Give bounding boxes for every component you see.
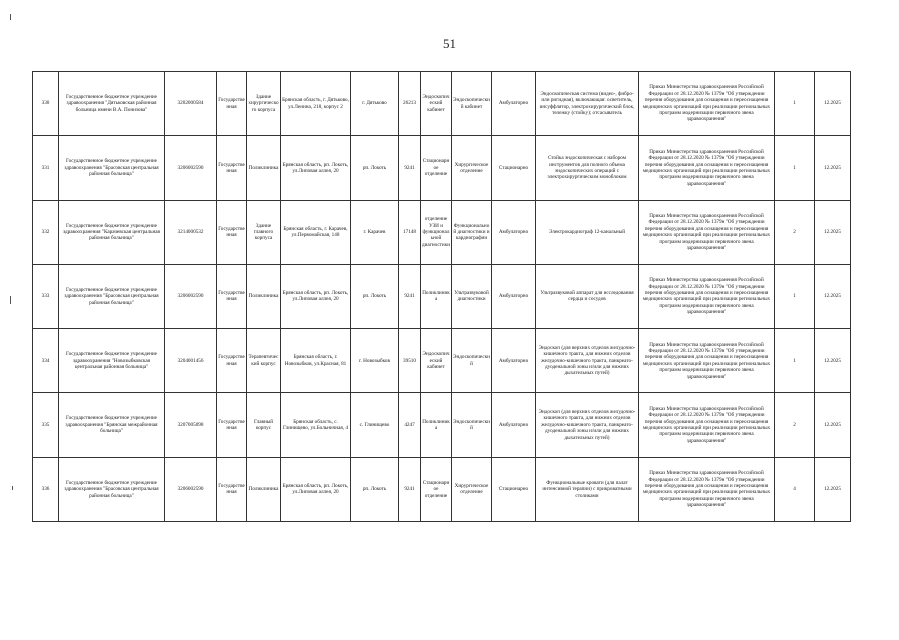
building-cell: Здание хирургического корпуса xyxy=(247,72,281,136)
care-type-cell: Амбулаторно xyxy=(492,329,536,393)
oktmo-cell: 4247 xyxy=(399,393,421,457)
table-row xyxy=(33,72,851,136)
organization-cell: Государственное бюджетное учреждение здравоохранения "Дятьковская районная больница имени В.А. Понизова" xyxy=(59,72,165,136)
due-date-cell: 12.2025 xyxy=(815,457,851,521)
quantity-cell: 1 xyxy=(775,136,815,200)
row-number-cell: 333 xyxy=(33,264,59,328)
locality-cell: г. Дятьково xyxy=(351,72,399,136)
due-date-cell: 12.2025 xyxy=(815,136,851,200)
ownership-cell: Государственная xyxy=(217,264,247,328)
equipment-cell: Функциональные кровати (для палат интенсивной терапии) с прикроватными столиками xyxy=(536,457,639,521)
care-type-cell: Стационарно xyxy=(492,136,536,200)
address-cell: Брянская область, г. Карачев, ул.Первомайская, 148 xyxy=(281,200,351,264)
order-reference-cell: Приказ Министерства здравоохранения Российской Федерации от 28.12.2020 № 1379н "Об утверждении перечня оборудования для оснащения и переоснащения медицинских организаций при реализации региональных программ модернизации первичного звена здравоохранения" xyxy=(639,136,775,200)
scan-mark-top xyxy=(10,14,11,20)
address-cell: Брянская область, рп. Локоть, ул.Липовая аллея, 20 xyxy=(281,457,351,521)
row-number-cell: 331 xyxy=(33,136,59,200)
due-date-cell: 12.2025 xyxy=(815,393,851,457)
ownership-cell: Государственная xyxy=(217,136,247,200)
organization-cell: Государственное бюджетное учреждение здравоохранения "Карачевская центральная районная больница" xyxy=(59,200,165,264)
care-type-cell: Амбулаторно xyxy=(492,264,536,328)
table-row xyxy=(33,200,851,264)
inn-cell: 3207005098 xyxy=(165,393,217,457)
department-cell: Стационарное отделение xyxy=(421,136,452,200)
ownership-cell: Государственная xyxy=(217,393,247,457)
department-cell: Поликлиника xyxy=(421,264,452,328)
ownership-cell: Государственная xyxy=(217,457,247,521)
unit-cell: Хирургическое отделение xyxy=(452,136,492,200)
address-cell: Брянская область, г. Дятьково, ул.Ленина, 218, корпус 2 xyxy=(281,72,351,136)
oktmo-cell: 9241 xyxy=(399,264,421,328)
organization-cell: Государственное бюджетное учреждение здравоохранения "Брасовская центральная районная больница" xyxy=(59,457,165,521)
inn-cell: 3206002590 xyxy=(165,457,217,521)
address-cell: Брянская область, с. Глинищево, ул.Больничная, 4 xyxy=(281,393,351,457)
care-type-cell: Амбулаторно xyxy=(492,393,536,457)
equipment-cell: Эндоскоп (для верхних отделов желудочно-кишечного тракта, для нижних отделов желудочно-кишечного тракта, панкреато-дуоденальной зоны и/или для нижних дыхательных путей) xyxy=(536,329,639,393)
table-row xyxy=(33,457,851,521)
locality-cell: рп. Локоть xyxy=(351,457,399,521)
oktmo-cell: 9241 xyxy=(399,136,421,200)
locality-cell: с. Глинищево xyxy=(351,393,399,457)
inn-cell: 3204001456 xyxy=(165,329,217,393)
quantity-cell: 1 xyxy=(775,264,815,328)
equipment-cell: Эндоскоп (для верхних отделов желудочно-кишечного тракта, для нижних отделов желудочно-кишечного тракта, панкреато-дуоденальной зоны и/или для нижних дыхательных путей) xyxy=(536,393,639,457)
row-number-cell: 336 xyxy=(33,457,59,521)
equipment-registry-table xyxy=(32,71,851,522)
building-cell: Терапевтический корпус xyxy=(247,329,281,393)
building-cell: Поликлиника xyxy=(247,457,281,521)
oktmo-cell: 26213 xyxy=(399,72,421,136)
table-row xyxy=(33,136,851,200)
order-reference-cell: Приказ Министерства здравоохранения Российской Федерации от 28.12.2020 № 1379н "Об утверждении перечня оборудования для оснащения и переоснащения медицинских организаций при реализации региональных программ модернизации первичного звена здравоохранения" xyxy=(639,72,775,136)
address-cell: Брянская область, рп. Локоть, ул.Липовая аллея, 20 xyxy=(281,264,351,328)
row-number-cell: 330 xyxy=(33,72,59,136)
address-cell: Брянская область, рп. Локоть, ул.Липовая аллея, 20 xyxy=(281,136,351,200)
row-number-cell: 332 xyxy=(33,200,59,264)
scan-mark-middle xyxy=(10,296,11,304)
oktmo-cell: 17148 xyxy=(399,200,421,264)
unit-cell: Эндоскопический xyxy=(452,329,492,393)
locality-cell: г. Карачев xyxy=(351,200,399,264)
order-reference-cell: Приказ Министерства здравоохранения Российской Федерации от 28.12.2020 № 1379н "Об утверждении перечня оборудования для оснащения и переоснащения медицинских организаций при реализации региональных программ модернизации первичного звена здравоохранения" xyxy=(639,329,775,393)
locality-cell: г. Новозыбков xyxy=(351,329,399,393)
building-cell: Главный корпус xyxy=(247,393,281,457)
locality-cell: рп. Локоть xyxy=(351,264,399,328)
department-cell: Поликлиника xyxy=(421,393,452,457)
unit-cell: Эндоскопический xyxy=(452,393,492,457)
quantity-cell: 1 xyxy=(775,72,815,136)
building-cell: Здание главного корпуса xyxy=(247,200,281,264)
order-reference-cell: Приказ Министерства здравоохранения Российской Федерации от 28.12.2020 № 1379н "Об утверждении перечня оборудования для оснащения и переоснащения медицинских организаций при реализации региональных программ модернизации первичного звена здравоохранения" xyxy=(639,457,775,521)
order-reference-cell: Приказ Министерства здравоохранения Российской Федерации от 28.12.2020 № 1379н "Об утверждении перечня оборудования для оснащения и переоснащения медицинских организаций при реализации региональных программ модернизации первичного звена здравоохранения" xyxy=(639,264,775,328)
ownership-cell: Государственная xyxy=(217,72,247,136)
scan-mark-lower xyxy=(12,486,13,490)
ownership-cell: Государственная xyxy=(217,200,247,264)
quantity-cell: 4 xyxy=(775,457,815,521)
department-cell: Эндоскопический кабинет xyxy=(421,72,452,136)
unit-cell: Хирургическое отделение xyxy=(452,457,492,521)
department-cell: Эндоскопический кабинет xyxy=(421,329,452,393)
equipment-cell: Эндоскопическая система (видео-, фибро- или ригидная), включающая: осветитель, инсуффлятор, электрохирургический блок, тележку (стойку); отсасыватель xyxy=(536,72,639,136)
inn-cell: 3206002590 xyxy=(165,264,217,328)
address-cell: Брянская область, г. Новозыбков, ул.Красная, 81 xyxy=(281,329,351,393)
quantity-cell: 2 xyxy=(775,393,815,457)
unit-cell: Ультразвуковой диагностики xyxy=(452,264,492,328)
organization-cell: Государственное бюджетное учреждение здравоохранения "Новозыбковская центральная районная больница" xyxy=(59,329,165,393)
department-cell: отделение УЗИ и функциональной диагностики xyxy=(421,200,452,264)
row-number-cell: 334 xyxy=(33,329,59,393)
unit-cell: Эндоскопический кабинет xyxy=(452,72,492,136)
table-body xyxy=(33,72,851,522)
care-type-cell: Стационарно xyxy=(492,457,536,521)
due-date-cell: 12.2025 xyxy=(815,72,851,136)
inn-cell: 3202000584 xyxy=(165,72,217,136)
organization-cell: Государственное бюджетное учреждение здравоохранения "Брасовская центральная районная больница" xyxy=(59,264,165,328)
table-row xyxy=(33,393,851,457)
due-date-cell: 12.2025 xyxy=(815,200,851,264)
table-row xyxy=(33,329,851,393)
locality-cell: рп. Локоть xyxy=(351,136,399,200)
department-cell: Стационарное отделение xyxy=(421,457,452,521)
inn-cell: 3206002590 xyxy=(165,136,217,200)
order-reference-cell: Приказ Министерства здравоохранения Российской Федерации от 28.12.2020 № 1379н "Об утверждении перечня оборудования для оснащения и переоснащения медицинских организаций при реализации региональных программ модернизации первичного звена здравоохранения" xyxy=(639,393,775,457)
quantity-cell: 2 xyxy=(775,200,815,264)
quantity-cell: 1 xyxy=(775,329,815,393)
equipment-cell: Стойка эндоскопическая с набором инструментов для полного объема эндоскопических операций с электрохирургическим моноблоком xyxy=(536,136,639,200)
building-cell: Поликлиника xyxy=(247,264,281,328)
order-reference-cell: Приказ Министерства здравоохранения Российской Федерации от 28.12.2020 № 1379н "Об утверждении перечня оборудования для оснащения и переоснащения медицинских организаций при реализации региональных программ модернизации первичного звена здравоохранения" xyxy=(639,200,775,264)
ownership-cell: Государственная xyxy=(217,329,247,393)
equipment-cell: Электрокардиограф 12-канальный xyxy=(536,200,639,264)
care-type-cell: Амбулаторно xyxy=(492,200,536,264)
organization-cell: Государственное бюджетное учреждение здравоохранения "Брасовская центральная районная больница" xyxy=(59,136,165,200)
due-date-cell: 12.2025 xyxy=(815,264,851,328)
equipment-cell: Ультразвуковой аппарат для исследования сердца и сосудов xyxy=(536,264,639,328)
building-cell: Поликлиника xyxy=(247,136,281,200)
due-date-cell: 12.2025 xyxy=(815,329,851,393)
row-number-cell: 335 xyxy=(33,393,59,457)
organization-cell: Государственное бюджетное учреждение здравоохранения "Брянская межрайонная больница" xyxy=(59,393,165,457)
unit-cell: Функциональной диагностики и кардиографии xyxy=(452,200,492,264)
inn-cell: 3214000532 xyxy=(165,200,217,264)
care-type-cell: Амбулаторно xyxy=(492,72,536,136)
table-row xyxy=(33,264,851,328)
oktmo-cell: 39510 xyxy=(399,329,421,393)
oktmo-cell: 9241 xyxy=(399,457,421,521)
page-number: 51 xyxy=(443,36,456,51)
